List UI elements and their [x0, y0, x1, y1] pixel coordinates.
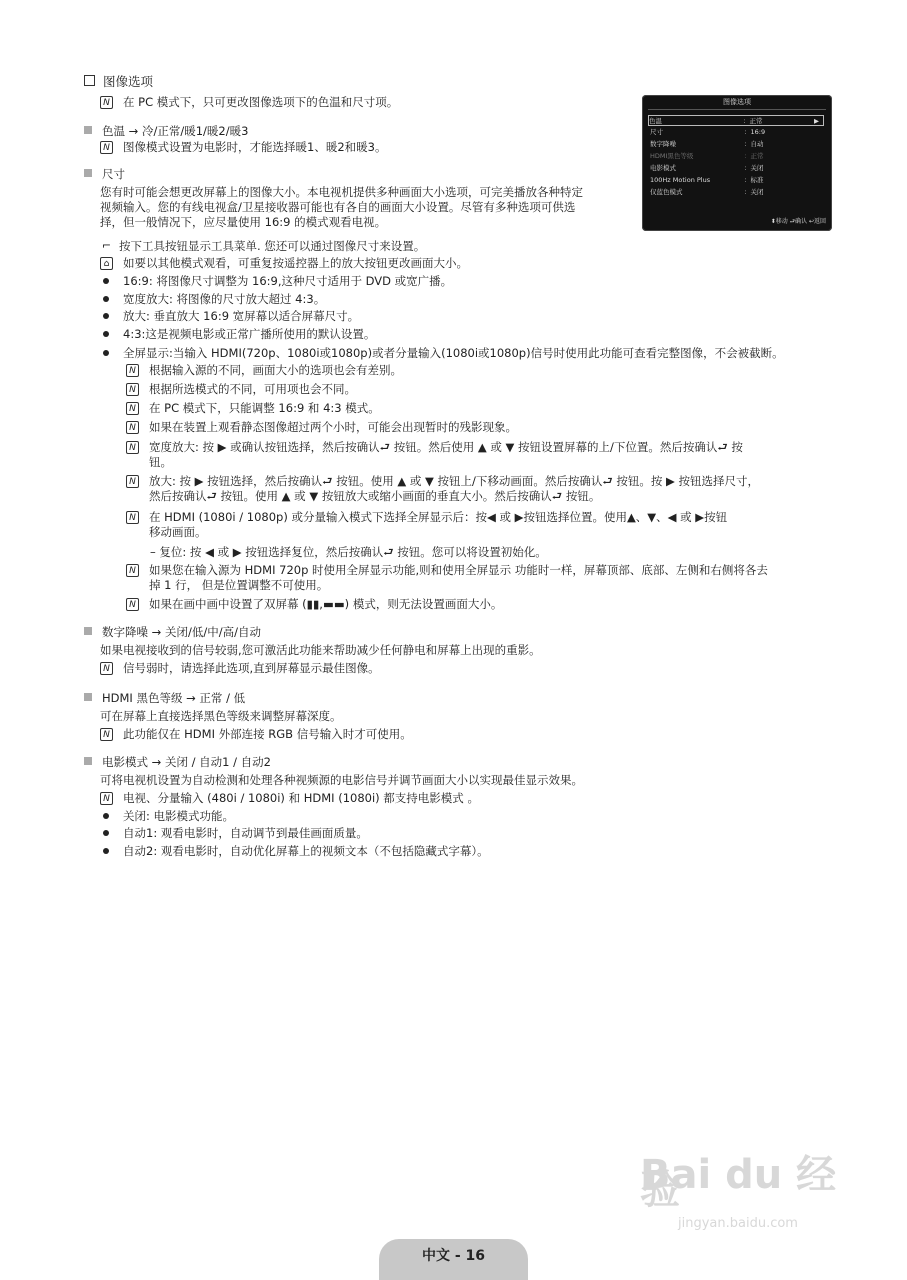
right-arrow-icon: ▶	[814, 117, 819, 125]
note-item: N 如果在装置上观看静态图像超过两个小时，可能会出现暂时的残影现象。	[126, 420, 517, 435]
hdmi-paragraph: 可在屏幕上直接选择黑色等级来调整屏幕深度。	[100, 709, 342, 723]
note-item: N 在 PC 模式下，只能调整 16:9 和 4:3 模式。	[126, 401, 380, 416]
checkbox-icon	[84, 75, 95, 86]
note-icon: N	[126, 598, 139, 611]
square-bullet-icon	[84, 627, 92, 635]
note-pc-mode: N 在 PC 模式下，只可更改图像选项下的色温和尺寸项。	[100, 95, 398, 110]
menu-row-blue-only: 仅蓝色模式 ：关闭	[650, 188, 764, 196]
list-item: 4:3:这是视频电影或正常广播所使用的默认设置。	[100, 327, 375, 342]
note-icon: N	[126, 564, 139, 577]
list-item: 全屏显示:当输入 HDMI(720p、1080i或1080p)或者分量输入(1080i或1080p)信号时使用此功能可查看完整图像，不会被截断。	[100, 346, 784, 361]
menu-title: 图像选项	[723, 98, 751, 106]
remote-icon: ⌂	[100, 257, 113, 270]
note-item: N 在 HDMI (1080i / 1080p) 或分量输入模式下选择全屏显示后：按◀ 或 ▶按钮选择位置。使用▲、▼、◀ 或 ▶按钮 移动画面。	[126, 510, 727, 540]
note-item: N 信号弱时，请选择此选项,直到屏幕显示最佳图像。	[100, 661, 380, 676]
list-item: 自动1: 观看电影时，自动调节到最佳画面质量。	[100, 826, 368, 841]
list-item: 16:9: 将图像尺寸调整为 16:9,这种尺寸适用于 DVD 或宽广播。	[100, 274, 452, 289]
list-item: 自动2: 观看电影时，自动优化屏幕上的视频文本（不包括隐藏式字幕）。	[100, 844, 489, 859]
section-title-picture-options: 图像选项	[84, 74, 153, 89]
note-remote: ⌂ 如要以其他模式观看，可重复按遥控器上的放大按钮更改画面大小。	[100, 256, 468, 271]
note-item: N 如果在画中画中设置了双屏幕 (▮▮,▬▬) 模式，则无法设置画面大小。	[126, 597, 502, 612]
note-color-temp: N 图像模式设置为电影时，才能选择暖1、暖2和暖3。	[100, 140, 386, 155]
list-item: 宽度放大: 将图像的尺寸放大超过 4:3。	[100, 292, 325, 307]
note-tools: ⌐ 按下工具按钮显示工具菜单. 您还可以通过图像尺寸来设置。	[101, 239, 426, 253]
square-bullet-icon	[84, 693, 92, 701]
note-item: N 根据输入源的不同，画面大小的选项也会有差别。	[126, 363, 402, 378]
note-item: N 放大: 按 ▶ 按钮选择，然后按确认⮐ 按钮。使用 ▲ 或 ▼ 按钮上/下移动画面。然后按确认⮐ 按钮。按 ▶ 按钮选择尺寸， 然后按确认⮐ 按钮。使用 ▲ 或 ▼ 按钮放大或缩小画面的垂直大小。然后按确认⮐ 按钮。	[126, 474, 759, 504]
square-bullet-icon	[84, 169, 92, 177]
note-item: N 如果您在输入源为 HDMI 720p 时使用全屏显示功能,则和使用全屏显示 功能时一样，屏幕顶部、底部、左侧和右侧将各去 掉 1 行， 但是位置调整不可使用。	[126, 563, 768, 593]
menu-row-noise: 数字降噪 ：自动	[650, 140, 764, 148]
menu-footer-hints: ⬍移动 ⮐确认 ↩返回	[770, 217, 826, 225]
note-icon: N	[126, 402, 139, 415]
menu-row-film-mode: 电影模式 ：关闭	[650, 164, 764, 172]
note-icon: N	[126, 364, 139, 377]
note-item: N 此功能仅在 HDMI 外部连接 RGB 信号输入时才可使用。	[100, 727, 412, 742]
note-icon: N	[126, 441, 139, 454]
size-paragraph: 您有时可能会想更改屏幕上的图像大小。本电视机提供多种画面大小选项，可完美播放各种特定 视频输入。您的有线电视盒/卫星接收器可能也有各自的画面大小设置。尽管有多种选项可供选 择，但一般情况下，应尽量使用 16:9 的模式观看电视。	[100, 185, 583, 229]
note-icon: N	[126, 511, 139, 524]
note-item: N 宽度放大: 按 ▶ 或确认按钮选择，然后按确认⮐ 按钮。然后使用 ▲ 或 ▼ 按钮设置屏幕的上/下位置。然后按确认⮐ 按 钮。	[126, 440, 743, 470]
note-icon: N	[126, 421, 139, 434]
section-title-hdmi-black-level: HDMI 黑色等级 → 正常 / 低	[84, 691, 245, 706]
baidu-watermark: Bai du 经验 jingyan.baidu.com	[640, 1152, 837, 1231]
note-icon: N	[100, 141, 113, 154]
note-item: N 根据所选模式的不同，可用项也会不同。	[126, 382, 356, 397]
note-icon: N	[100, 96, 113, 109]
section-title-film-mode: 电影模式 → 关闭 / 自动1 / 自动2	[84, 755, 271, 770]
menu-row-motion-plus: 100Hz Motion Plus ：标准	[650, 176, 764, 184]
note-icon: N	[100, 662, 113, 675]
section-title-color-temp: 色温 → 冷/正常/暖1/暖2/暖3	[84, 124, 248, 139]
menu-row-size: 尺寸 ：16:9	[650, 128, 766, 136]
section-title-size: 尺寸	[84, 167, 125, 182]
note-icon: N	[100, 792, 113, 805]
picture-options-menu-screenshot	[642, 95, 832, 231]
list-item: 放大: 垂直放大 16:9 宽屏幕以适合屏幕尺寸。	[100, 309, 359, 324]
noise-paragraph: 如果电视接收到的信号较弱,您可激活此功能来帮助减少任何静电和屏幕上出现的重影。	[100, 643, 541, 657]
note-icon: N	[126, 475, 139, 488]
tools-icon: ⌐	[101, 239, 112, 252]
section-title-noise-reduction: 数字降噪 → 关闭/低/中/高/自动	[84, 625, 261, 640]
page-number: 中文 - 16	[379, 1239, 528, 1280]
square-bullet-icon	[84, 126, 92, 134]
menu-row-color-temp: 色温 ：正常 ▶	[648, 115, 824, 126]
square-bullet-icon	[84, 757, 92, 765]
menu-row-hdmi-black: HDMI黑色等级 ：正常	[650, 152, 764, 160]
note-item: N 电视、分量输入 (480i / 1080i) 和 HDMI (1080i) 都支持电影模式 。	[100, 791, 479, 806]
reset-subitem: – 复位: 按 ◀ 或 ▶ 按钮选择复位，然后按确认⮐ 按钮。您可以将设置初始化。	[150, 545, 547, 559]
note-icon: N	[100, 728, 113, 741]
film-paragraph: 可将电视机设置为自动检测和处理各种视频源的电影信号并调节画面大小以实现最佳显示效果。	[100, 773, 583, 787]
menu-divider	[648, 109, 826, 110]
list-item: 关闭: 电影模式功能。	[100, 809, 234, 824]
note-icon: N	[126, 383, 139, 396]
